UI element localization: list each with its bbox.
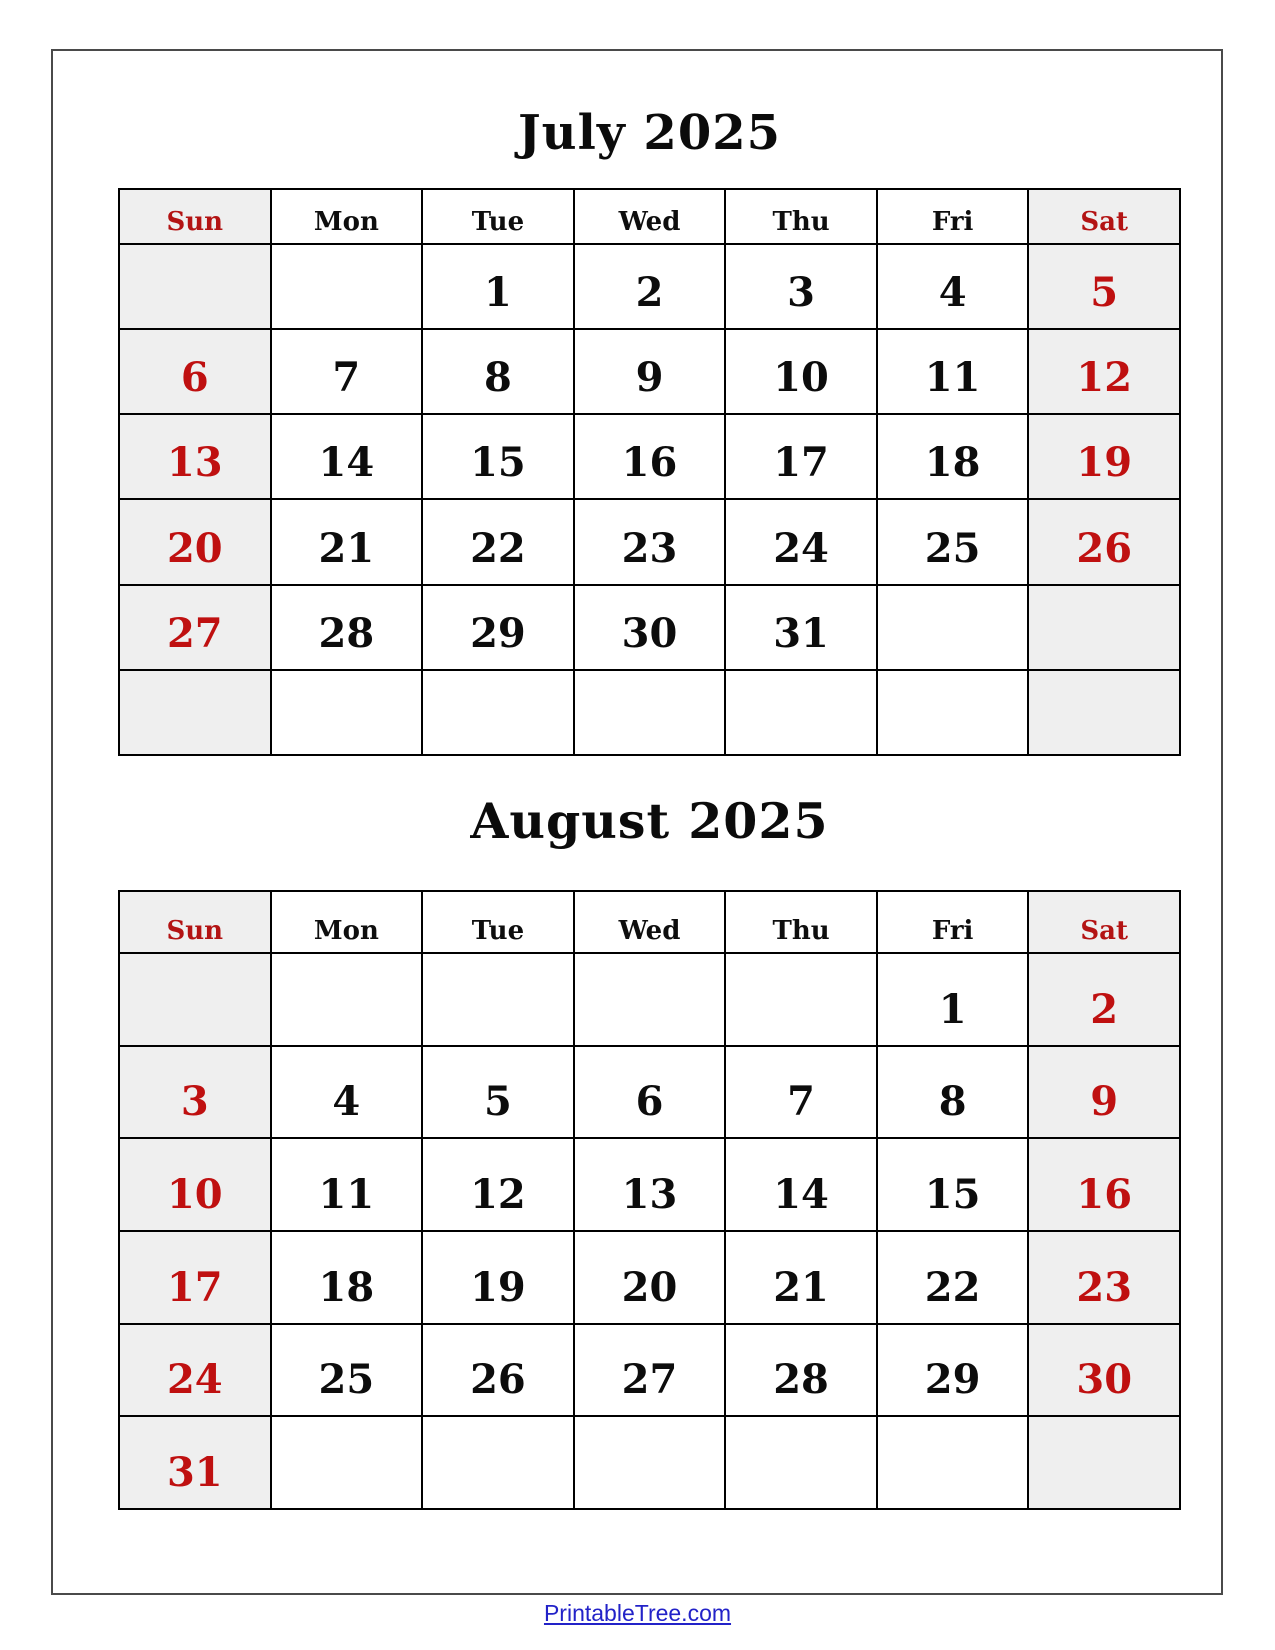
weekday-header-tue: Tue [423, 892, 573, 952]
date-cell-15: 15 [423, 415, 573, 498]
date-cell-5: 5 [423, 1047, 573, 1138]
page-sheet [51, 49, 1223, 1595]
date-cell-28: 28 [272, 586, 422, 669]
date-cell-31: 31 [726, 586, 876, 669]
date-cell-27: 27 [575, 1325, 725, 1416]
date-cell-10: 10 [726, 330, 876, 413]
date-cell-4: 4 [878, 245, 1028, 328]
date-cell-19: 19 [1029, 415, 1179, 498]
empty-cell [726, 671, 876, 754]
weekday-header-mon: Mon [272, 892, 422, 952]
empty-cell [120, 245, 270, 328]
empty-cell [272, 954, 422, 1045]
date-cell-4: 4 [272, 1047, 422, 1138]
date-cell-23: 23 [575, 500, 725, 583]
date-cell-21: 21 [726, 1232, 876, 1323]
date-cell-3: 3 [120, 1047, 270, 1138]
date-cell-15: 15 [878, 1139, 1028, 1230]
date-cell-14: 14 [726, 1139, 876, 1230]
date-cell-23: 23 [1029, 1232, 1179, 1323]
date-cell-24: 24 [120, 1325, 270, 1416]
weekday-header-thu: Thu [726, 190, 876, 243]
empty-cell [878, 1417, 1028, 1508]
date-cell-19: 19 [423, 1232, 573, 1323]
weekday-header-mon: Mon [272, 190, 422, 243]
date-cell-29: 29 [423, 586, 573, 669]
month-title: August 2025 [470, 792, 829, 850]
date-cell-26: 26 [1029, 500, 1179, 583]
weekday-header-thu: Thu [726, 892, 876, 952]
empty-cell [272, 1417, 422, 1508]
date-cell-7: 7 [726, 1047, 876, 1138]
date-cell-13: 13 [575, 1139, 725, 1230]
weekday-header-tue: Tue [423, 190, 573, 243]
weekday-header-fri: Fri [878, 190, 1028, 243]
date-cell-31: 31 [120, 1417, 270, 1508]
date-cell-1: 1 [423, 245, 573, 328]
date-cell-25: 25 [878, 500, 1028, 583]
date-cell-25: 25 [272, 1325, 422, 1416]
date-cell-13: 13 [120, 415, 270, 498]
empty-cell [120, 671, 270, 754]
weekday-header-fri: Fri [878, 892, 1028, 952]
date-cell-14: 14 [272, 415, 422, 498]
date-cell-9: 9 [1029, 1047, 1179, 1138]
date-cell-1: 1 [878, 954, 1028, 1045]
date-cell-20: 20 [120, 500, 270, 583]
date-cell-16: 16 [575, 415, 725, 498]
date-cell-2: 2 [575, 245, 725, 328]
empty-cell [878, 671, 1028, 754]
date-cell-6: 6 [120, 330, 270, 413]
footer [0, 1600, 1275, 1627]
date-cell-8: 8 [878, 1047, 1028, 1138]
date-cell-18: 18 [878, 415, 1028, 498]
date-cell-16: 16 [1029, 1139, 1179, 1230]
empty-cell [1029, 586, 1179, 669]
date-cell-11: 11 [878, 330, 1028, 413]
date-cell-5: 5 [1029, 245, 1179, 328]
date-cell-12: 12 [1029, 330, 1179, 413]
calendar-grid [118, 890, 1181, 1510]
date-cell-28: 28 [726, 1325, 876, 1416]
weekday-header-sun: Sun [120, 190, 270, 243]
date-cell-11: 11 [272, 1139, 422, 1230]
empty-cell [1029, 1417, 1179, 1508]
empty-cell [423, 671, 573, 754]
weekday-header-wed: Wed [575, 190, 725, 243]
weekday-header-wed: Wed [575, 892, 725, 952]
empty-cell [575, 671, 725, 754]
calendar-grid [118, 188, 1181, 756]
empty-cell [272, 671, 422, 754]
weekday-header-sat: Sat [1029, 892, 1179, 952]
empty-cell [423, 954, 573, 1045]
month-title: July 2025 [517, 105, 782, 161]
date-cell-27: 27 [120, 586, 270, 669]
empty-cell [1029, 671, 1179, 754]
date-cell-20: 20 [575, 1232, 725, 1323]
empty-cell [726, 954, 876, 1045]
date-cell-22: 22 [423, 500, 573, 583]
date-cell-17: 17 [120, 1232, 270, 1323]
date-cell-29: 29 [878, 1325, 1028, 1416]
date-cell-24: 24 [726, 500, 876, 583]
date-cell-18: 18 [272, 1232, 422, 1323]
date-cell-21: 21 [272, 500, 422, 583]
date-cell-8: 8 [423, 330, 573, 413]
date-cell-30: 30 [1029, 1325, 1179, 1416]
date-cell-30: 30 [575, 586, 725, 669]
weekday-header-sat: Sat [1029, 190, 1179, 243]
empty-cell [423, 1417, 573, 1508]
date-cell-10: 10 [120, 1139, 270, 1230]
empty-cell [878, 586, 1028, 669]
empty-cell [726, 1417, 876, 1508]
date-cell-22: 22 [878, 1232, 1028, 1323]
date-cell-9: 9 [575, 330, 725, 413]
empty-cell [575, 954, 725, 1045]
empty-cell [575, 1417, 725, 1508]
date-cell-12: 12 [423, 1139, 573, 1230]
date-cell-3: 3 [726, 245, 876, 328]
footer-link[interactable]: PrintableTree.com [543, 1600, 732, 1626]
empty-cell [120, 954, 270, 1045]
weekday-header-sun: Sun [120, 892, 270, 952]
date-cell-26: 26 [423, 1325, 573, 1416]
date-cell-7: 7 [272, 330, 422, 413]
date-cell-2: 2 [1029, 954, 1179, 1045]
empty-cell [272, 245, 422, 328]
date-cell-17: 17 [726, 415, 876, 498]
date-cell-6: 6 [575, 1047, 725, 1138]
